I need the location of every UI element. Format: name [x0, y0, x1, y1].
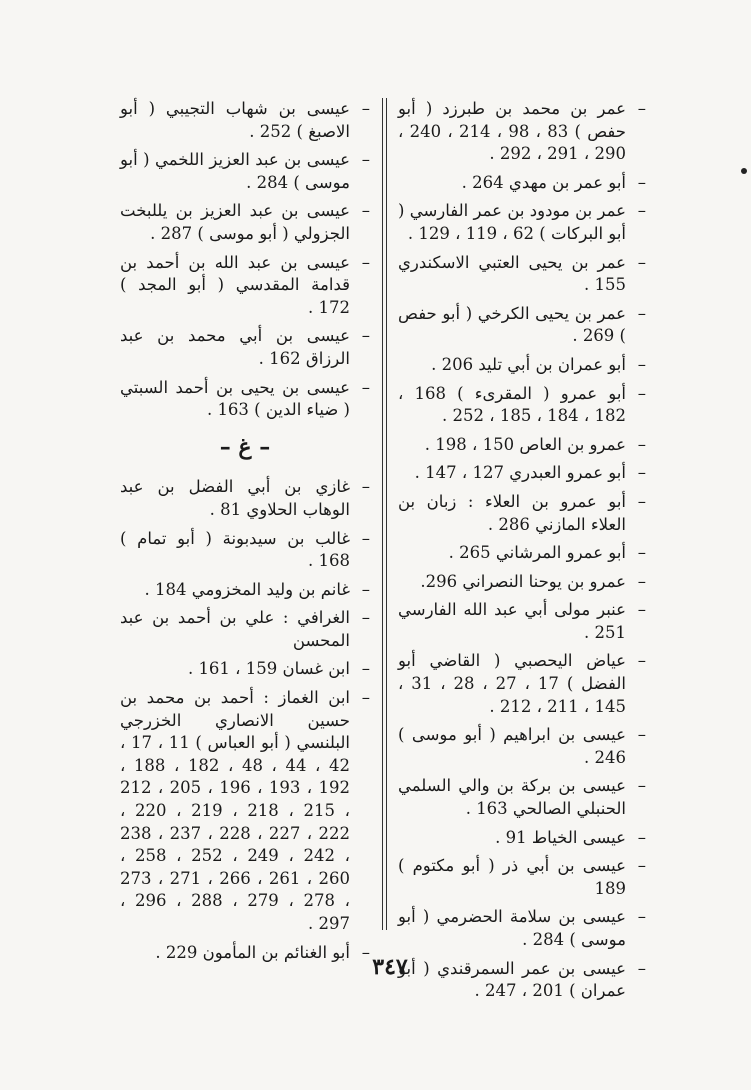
index-entry: – عيسى بن عبد العزيز بن يللبخت الجزولي ( أبو موسى ) 287 . [120, 200, 370, 245]
index-entry: – عيسى بن عبد العزيز اللخمي ( أبو موسى ) 284 . [120, 149, 370, 194]
index-entry: – أبو عمر بن مهدي 264 . [398, 172, 646, 195]
index-entry: – غانم بن وليد المخزومي 184 . [120, 579, 370, 602]
index-entry: – أبو عمرو العبدري 127 ، 147 . [398, 462, 646, 485]
index-entry: – ابن الغماز : أحمد بن محمد بن حسين الانصاري الخزرجي البلنسي ( أبو العباس ) 11 ، 17 ، 42 ، 44 ، 48 ، 182 ، 188 ، 192 ، 193 ، 196 ، 205 ، 212 ، 215 ، 218 ، 219 ، 220 ، 222 ، 227 ، 228 ، 237 ، 238 ، 242 ، 249 ، 252 ، 258 ، 260 ، 261 ، 266 ، 271 ، 273 ، 278 ، 279 ، 288 ، 296 ، 297 . [120, 687, 370, 936]
index-entry: – عيسى بن شهاب التجيبي ( أبو الاصبغ ) 252 . [120, 98, 370, 143]
index-entry: – أبو عمرو بن العلاء : زبان بن العلاء المازني 286 . [398, 491, 646, 536]
index-entry: – الغرافي : علي بن أحمد بن عبد المحسن [120, 607, 370, 652]
index-entry: – عيسى بن عبد الله بن أحمد بن قدامة المقدسي ( أبو المجد ) 172 . [120, 252, 370, 320]
index-entry: – أبو الغنائم بن المأمون 229 . [120, 942, 370, 965]
index-entry: – أبو عمرو ( المقرىء ) 168 ، 182 ، 184 ، 185 ، 252 . [398, 383, 646, 428]
index-entry: – أبو عمران بن أبي تليد 206 . [398, 354, 646, 377]
index-entry: – عنبر مولى أبي عبد الله الفارسي 251 . [398, 599, 646, 644]
index-entry: – عيسى بن عمر السمرقندي ( أبو عمران ) 201 ، 247 . [398, 958, 646, 1003]
index-entry: – عمرو بن العاص 150 ، 198 . [398, 434, 646, 457]
section-heading: – غ – [219, 433, 271, 460]
index-column-right [398, 98, 646, 1009]
index-entry: – عيسى بن سلامة الحضرمي ( أبو موسى ) 284 . [398, 906, 646, 951]
margin-dot [741, 168, 747, 174]
index-entry: – عياض اليحصبي ( القاضي أبو الفضل ) 17 ، 27 ، 28 ، 31 ، 145 ، 211 ، 212 . [398, 650, 646, 718]
index-entry: – عيسى بن ابراهيم ( أبو موسى ) 246 . [398, 724, 646, 769]
index-entry: – غازي بن أبي الفضل بن عبد الوهاب الحلاوي 81 . [120, 476, 370, 521]
page-number: ٣٤٧ [372, 954, 408, 980]
index-entry: – عيسى بن أبي محمد بن عبد الرزاق 162 . [120, 325, 370, 370]
index-entry: – عيسى بن يحيى بن أحمد السبتي ( ضياء الدين ) 163 . [120, 377, 370, 422]
index-column-left [120, 98, 370, 970]
index-entry: – عمر بن مودود بن عمر الفارسي ( أبو البركات ) 62 ، 119 ، 129 . [398, 200, 646, 245]
index-entry: – عيسى الخياط 91 . [398, 827, 646, 850]
index-entry: – غالب بن سيدبونة ( أبو تمام ) 168 . [120, 528, 370, 573]
index-entry: – ابن غسان 159 ، 161 . [120, 658, 370, 681]
index-entry: – عمر بن يحيى العتبي الاسكندري 155 . [398, 252, 646, 297]
index-entry: – أبو عمرو المرشاني 265 . [398, 542, 646, 565]
index-entry: – عيسى بن بركة بن والي السلمي الحنبلي الصالحي 163 . [398, 775, 646, 820]
column-divider [382, 98, 383, 930]
column-divider [386, 98, 387, 930]
index-entry: – عمر بن يحيى الكرخي ( أبو حفص ) 269 . [398, 303, 646, 348]
index-entry: – عمر بن محمد بن طبرزد ( أبو حفص ) 83 ، 98 ، 214 ، 240 ، 290 ، 291 ، 292 . [398, 98, 646, 166]
index-entry: – عيسى بن أبي ذر ( أبو مكتوم ) 189 [398, 855, 646, 900]
index-entry: – عمرو بن يوحنا النصراني 296. [398, 571, 646, 594]
